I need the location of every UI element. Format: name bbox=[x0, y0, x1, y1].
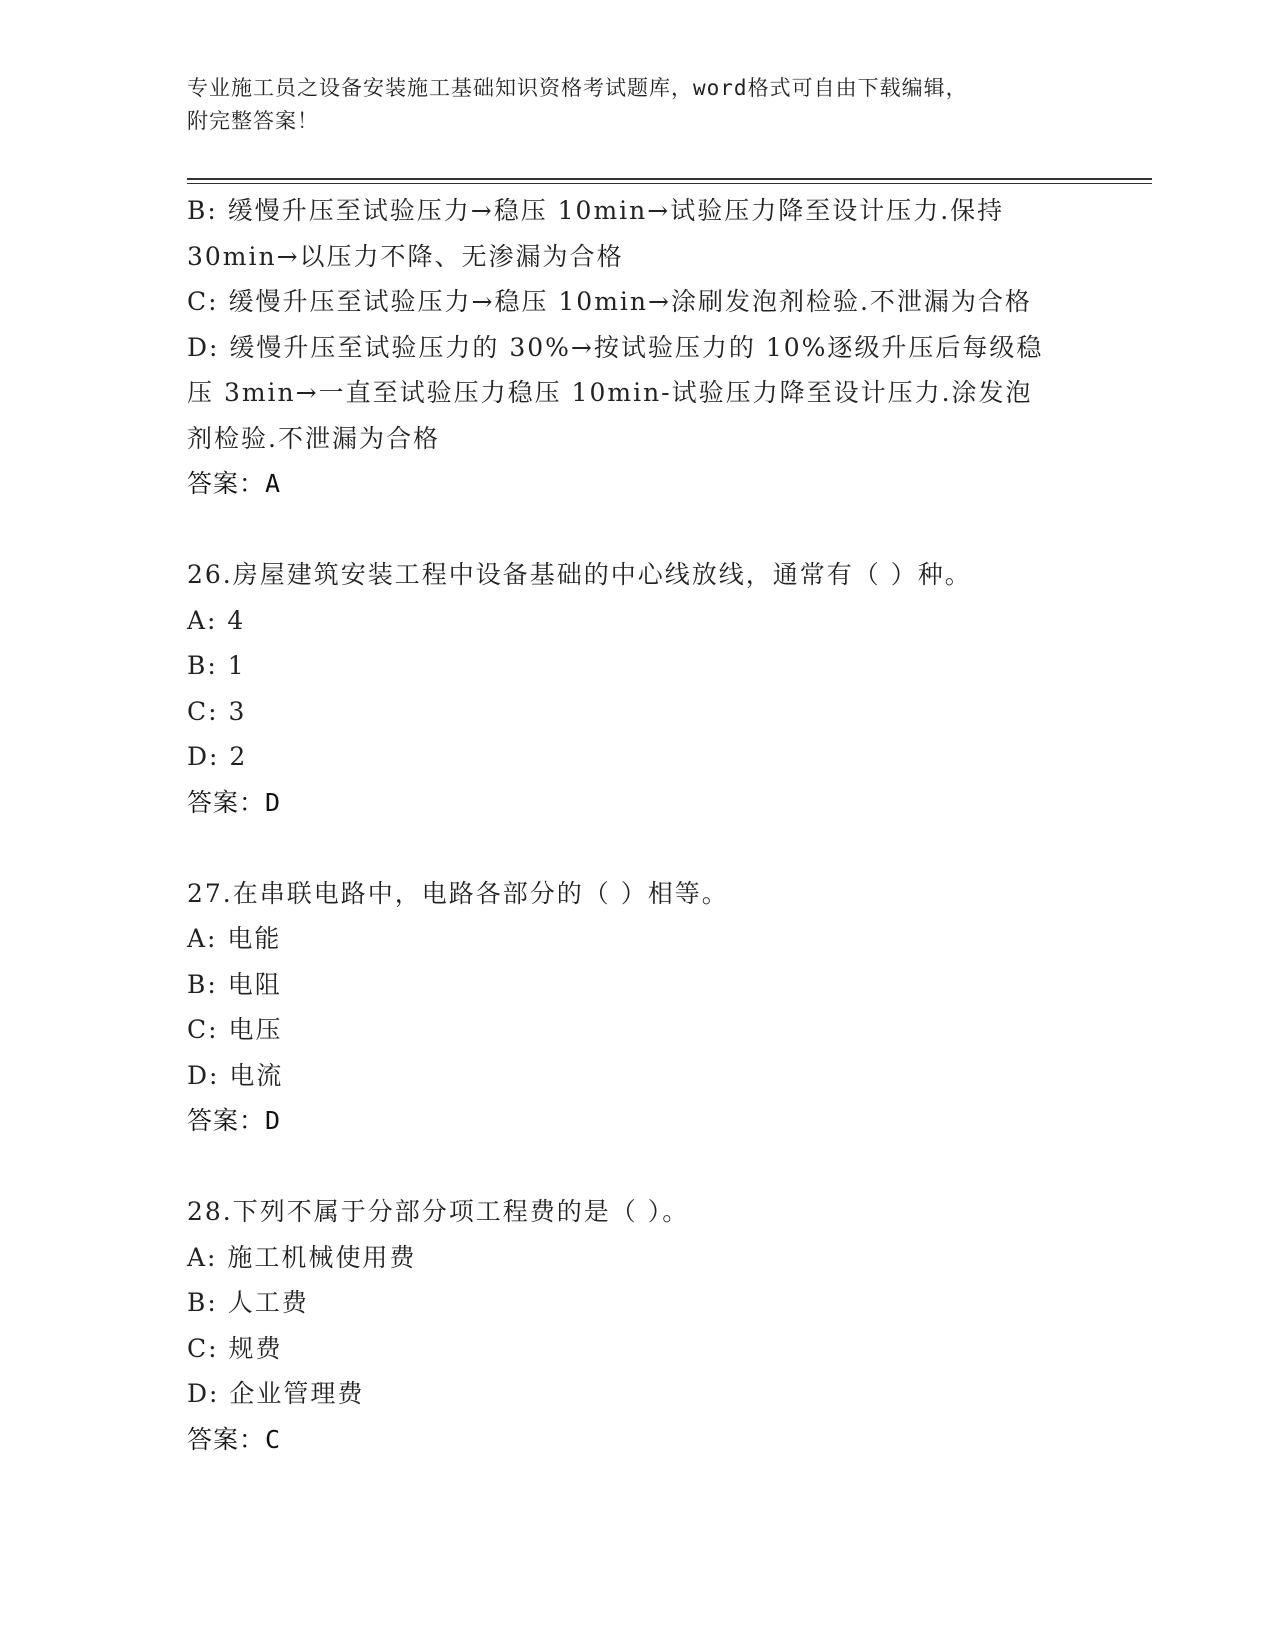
option-c: C: 规费 bbox=[187, 1333, 283, 1363]
question-content bbox=[187, 188, 1087, 1462]
option-d: D: 电流 bbox=[187, 1060, 284, 1090]
answer-line bbox=[187, 780, 1087, 826]
option-d-line-2: 压 3min→一直至试验压力稳压 10min-试验压力降至设计压力.涂发泡 bbox=[187, 378, 1033, 407]
option-d: D: 2 bbox=[187, 742, 248, 771]
spacer bbox=[187, 825, 1087, 871]
option-d-line-1: D: 缓慢升压至试验压力的 30%→按试验压力的 10%逐级升压后每级稳 bbox=[187, 332, 1044, 362]
answer-label: 答案： bbox=[187, 787, 266, 817]
header-line-2: 附完整答案！ bbox=[187, 109, 319, 133]
answer-label: 答案： bbox=[187, 1424, 266, 1454]
option-b: B: 1 bbox=[187, 651, 246, 680]
answer-line bbox=[187, 1098, 1087, 1144]
option-b: B: 人工费 bbox=[187, 1288, 309, 1317]
option-c: C: 电压 bbox=[187, 1015, 283, 1044]
answer-value: D bbox=[265, 1106, 282, 1135]
answer-value: C bbox=[265, 1424, 282, 1454]
header-divider-thin bbox=[187, 183, 1152, 184]
option-b-line-2: 30min→以压力不降、无渗漏为合格 bbox=[187, 241, 624, 271]
option-b: B: 电阻 bbox=[187, 969, 282, 999]
option-c: C: 缓慢升压至试验压力→稳压 10min→涂刷发泡剂检验.不泄漏为合格 bbox=[187, 287, 1032, 316]
spacer bbox=[187, 507, 1087, 553]
answer-label: 答案： bbox=[187, 1106, 266, 1135]
option-b-line-1: B: 缓慢升压至试验压力→稳压 10min→试验压力降至设计压力.保持 bbox=[187, 196, 1005, 225]
option-a: A: 施工机械使用费 bbox=[187, 1242, 417, 1272]
question-26 bbox=[187, 552, 1087, 825]
header-divider-thick bbox=[187, 178, 1152, 180]
option-a: A: 电能 bbox=[187, 924, 282, 953]
question-27 bbox=[187, 871, 1087, 1144]
header-line-1: 专业施工员之设备安装施工基础知识资格考试题库，word格式可自由下载编辑， bbox=[187, 76, 968, 100]
answer-line bbox=[187, 461, 1087, 507]
option-c: C: 3 bbox=[187, 696, 247, 726]
question-stem: 27.在串联电路中，电路各部分的（ ）相等。 bbox=[187, 878, 729, 908]
answer-value: D bbox=[265, 787, 282, 817]
option-d-line-3: 剂检验.不泄漏为合格 bbox=[187, 423, 440, 453]
continued-question bbox=[187, 188, 1087, 507]
question-stem: 28.下列不属于分部分项工程费的是（ ）。 bbox=[187, 1197, 690, 1226]
document-header bbox=[187, 72, 1087, 138]
answer-label: 答案： bbox=[187, 469, 266, 498]
option-d: D: 企业管理费 bbox=[187, 1379, 365, 1408]
answer-line bbox=[187, 1417, 1087, 1463]
spacer bbox=[187, 1144, 1087, 1190]
question-stem: 26.房屋建筑安装工程中设备基础的中心线放线，通常有（ ）种。 bbox=[187, 560, 972, 589]
question-28 bbox=[187, 1189, 1087, 1462]
option-a: A: 4 bbox=[187, 605, 246, 635]
answer-value: A bbox=[265, 469, 282, 498]
